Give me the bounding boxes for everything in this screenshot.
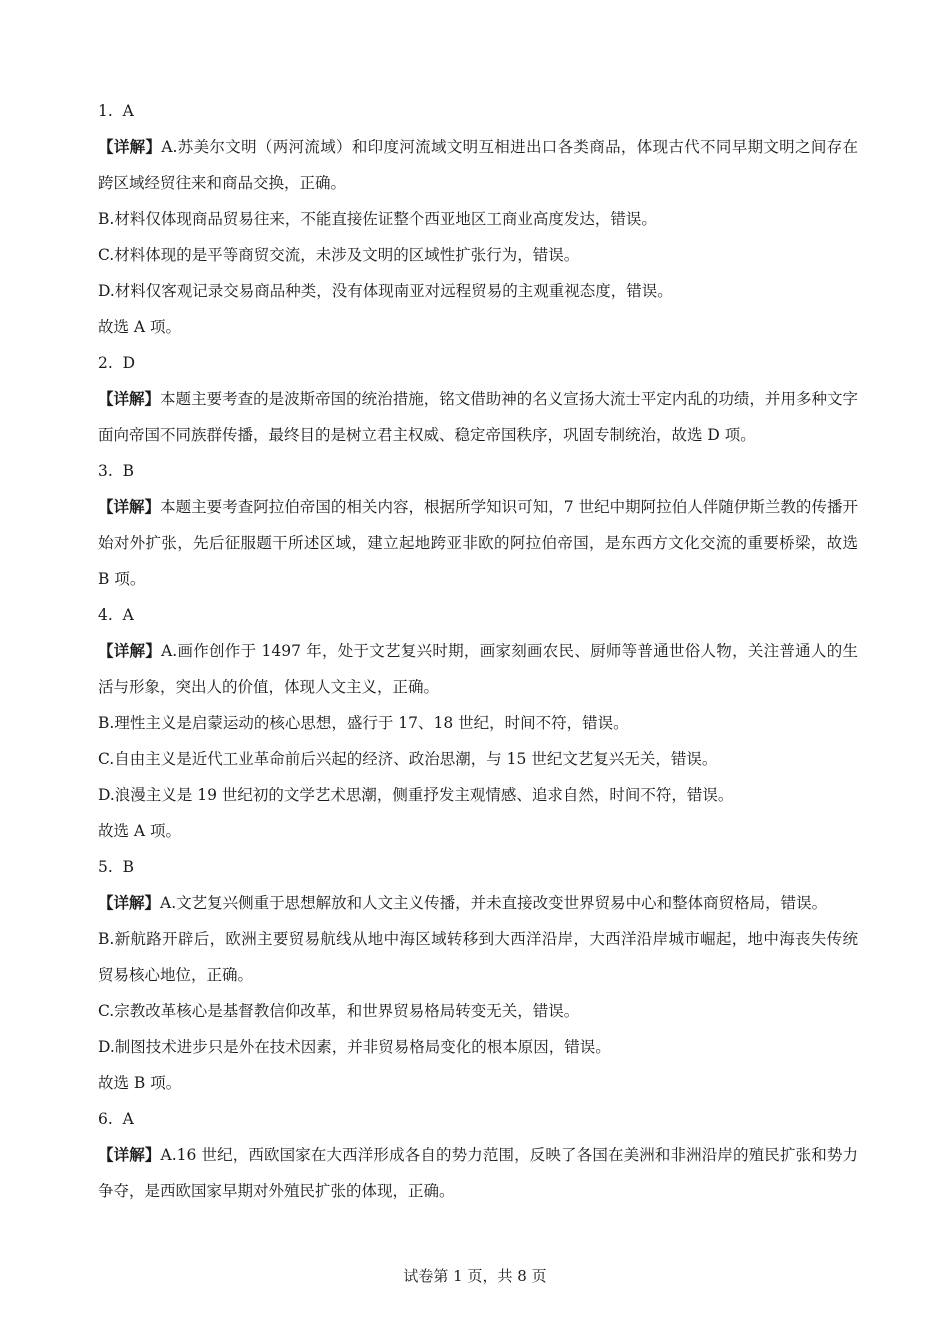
question-6-detail <box>98 1137 858 1209</box>
option-explanation: D.材料仅客观记录交易商品种类，没有体现南亚对远程贸易的主观重视态度，错误。 <box>98 282 673 300</box>
question-answer: A <box>122 1110 134 1128</box>
option-explanation: B.材料仅体现商品贸易往来，不能直接佐证整个西亚地区工商业高度发达，错误。 <box>98 210 657 228</box>
answer-content <box>98 93 858 1209</box>
question-1-header <box>98 93 858 129</box>
final-choice: 故选 A 项。 <box>98 822 182 840</box>
detail-text: A.文艺复兴侧重于思想解放和人文主义传播，并未直接改变世界贸易中心和整体商贸格局，错误。 <box>160 894 828 912</box>
detail-tag: 【详解】 <box>98 1145 161 1164</box>
page-footer: 试卷第 1 页，共 8 页 <box>403 1267 547 1285</box>
option-explanation: B.理性主义是启蒙运动的核心思想，盛行于 17、18 世纪，时间不符，错误。 <box>98 714 629 732</box>
question-number: 4. <box>98 606 113 624</box>
question-2-header <box>98 345 858 381</box>
option-explanation: B.新航路开辟后，欧洲主要贸易航线从地中海区域转移到大西洋沿岸，大西洋沿岸城市崛起，地中海丧失传统贸易核心地位，正确。 <box>98 930 858 984</box>
question-answer: A <box>122 606 134 624</box>
question-answer: A <box>122 102 134 120</box>
question-answer: B <box>122 858 135 876</box>
question-4-header <box>98 597 858 633</box>
detail-text: A.画作创作于 1497 年，处于文艺复兴时期，画家刻画农民、厨师等普通世俗人物，关注普通人的生活与形象，突出人的价值，体现人文主义，正确。 <box>98 642 858 696</box>
detail-tag: 【详解】 <box>98 497 161 516</box>
question-answer: D <box>122 354 136 372</box>
detail-tag: 【详解】 <box>98 137 162 156</box>
detail-text: A.苏美尔文明（两河流域）和印度河流域文明互相进出口各类商品，体现古代不同早期文明之间存在跨区域经贸往来和商品交换，正确。 <box>98 138 858 192</box>
question-number: 5. <box>98 858 113 876</box>
option-explanation: D.浪漫主义是 19 世纪初的文学艺术思潮，侧重抒发主观情感、追求自然，时间不符，错误。 <box>98 786 734 804</box>
question-answer: B <box>122 462 135 480</box>
detail-text: 本题主要考查阿拉伯帝国的相关内容，根据所学知识可知，7 世纪中期阿拉伯人伴随伊斯兰教的传播开始对外扩张，先后征服题干所述区域，建立起地跨亚非欧的阿拉伯帝国，是东西方文化交流的重要桥梁，故选 B 项。 <box>98 498 858 588</box>
question-1-detail <box>98 129 858 201</box>
detail-tag: 【详解】 <box>98 389 161 408</box>
question-number: 3. <box>98 462 113 480</box>
detail-tag: 【详解】 <box>98 641 162 660</box>
option-explanation: C.自由主义是近代工业革命前后兴起的经济、政治思潮，与 15 世纪文艺复兴无关，错误。 <box>98 750 718 768</box>
question-5-header <box>98 849 858 885</box>
question-4-detail <box>98 633 858 705</box>
question-3-detail <box>98 489 858 597</box>
detail-tag: 【详解】 <box>98 893 161 912</box>
question-3-header <box>98 453 858 489</box>
detail-text: 本题主要考查的是波斯帝国的统治措施，铭文借助神的名义宣扬大流士平定内乱的功绩，并用多种文字面向帝国不同族群传播，最终目的是树立君主权威、稳定帝国秩序，巩固专制统治，故选 D 项。 <box>98 390 858 444</box>
option-explanation: D.制图技术进步只是外在技术因素，并非贸易格局变化的根本原因，错误。 <box>98 1038 611 1056</box>
option-explanation: C.宗教改革核心是基督教信仰改革，和世界贸易格局转变无关，错误。 <box>98 1002 580 1020</box>
detail-text: A.16 世纪，西欧国家在大西洋形成各自的势力范围，反映了各国在美洲和非洲沿岸的殖民扩张和势力争夺，是西欧国家早期对外殖民扩张的体现，正确。 <box>98 1146 858 1200</box>
question-6-header <box>98 1101 858 1137</box>
question-5-detail <box>98 885 858 921</box>
final-choice: 故选 A 项。 <box>98 318 182 336</box>
question-2-detail <box>98 381 858 453</box>
question-number: 6. <box>98 1110 113 1128</box>
question-number: 2. <box>98 354 113 372</box>
final-choice: 故选 B 项。 <box>98 1074 182 1092</box>
option-explanation: C.材料体现的是平等商贸交流，未涉及文明的区域性扩张行为，错误。 <box>98 246 580 264</box>
question-number: 1. <box>98 102 113 120</box>
